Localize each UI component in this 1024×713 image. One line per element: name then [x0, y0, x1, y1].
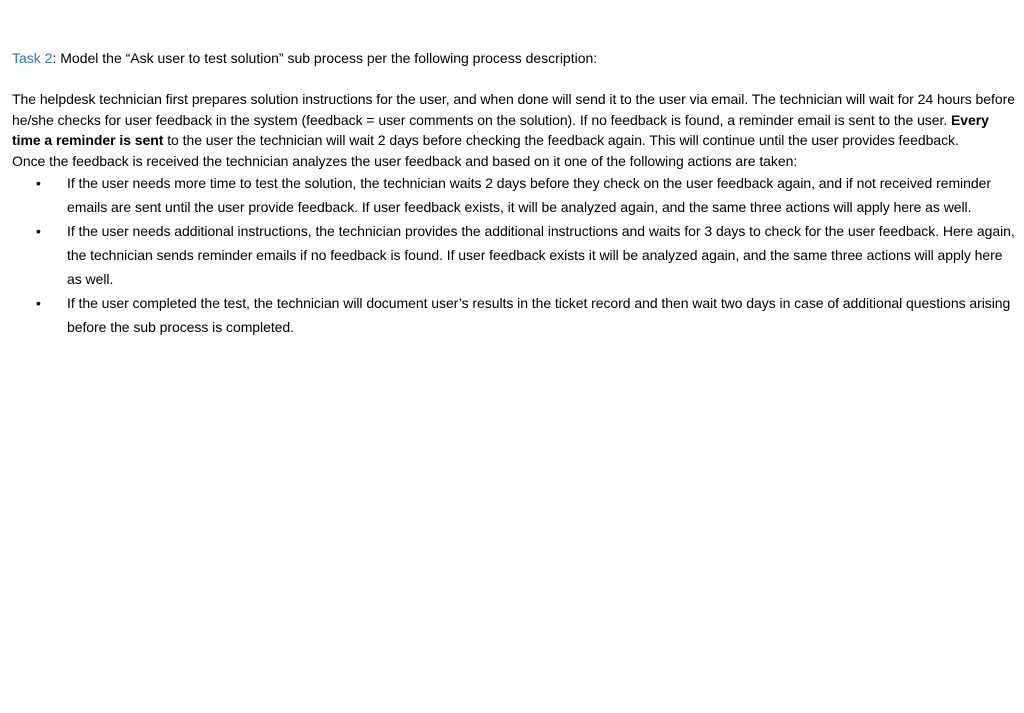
list-item	[12, 291, 1017, 339]
bullet-icon: •	[36, 175, 41, 192]
task-heading	[12, 48, 1017, 68]
feedback-intro-paragraph: Once the feedback is received the technician analyzes the user feedback and based on it one of the following actions are taken:	[12, 152, 798, 169]
list-item-text: If the user needs more time to test the solution, the technician waits 2 days before they check on the user feedback again, and if not received reminder emails are sent until the user provide feedback. If user feedback exists, it will be analyzed again, and the same three actions will apply here as well.	[67, 175, 991, 216]
paragraph-bold-phrase: Every time a reminder is sent	[12, 111, 989, 149]
list-item	[12, 219, 1017, 291]
task-label: Task 2	[12, 50, 53, 66]
list-item-text: If the user needs additional instructions, the technician provides the additional instructions and waits for 3 days to check for the user feedback. Here again, the technician sends reminder emails if no feedback is found. If user feedback exists it will be analyzed again, and the same three actions will apply here as well.	[67, 223, 1015, 288]
list-item	[12, 171, 1017, 219]
paragraph-text-part1: The helpdesk technician first prepares solution instructions for the user, and when done will send it to the user via email. The technician will wait for 24 hours before he/she checks for user feedback in the system (feedback = user comments on the solution). If no feedback is found, a reminder email is sent to the user.	[12, 91, 1015, 128]
spacer	[12, 68, 1017, 89]
action-bullet-list	[12, 171, 1017, 339]
bullet-icon: •	[36, 223, 41, 240]
task-heading-text: : Model the “Ask user to test solution” sub process per the following process description:	[52, 50, 598, 66]
bullet-icon: •	[36, 295, 41, 312]
list-item-text: If the user completed the test, the technician will document user’s results in the ticket record and then wait two days in case of additional questions arising before the sub process is completed.	[67, 295, 1011, 336]
document-page	[12, 48, 1017, 339]
process-description-paragraph	[12, 89, 1017, 151]
paragraph-text-part2: to the user the technician will wait 2 days before checking the feedback again. This will continue until the user provides feedback.	[163, 132, 959, 149]
